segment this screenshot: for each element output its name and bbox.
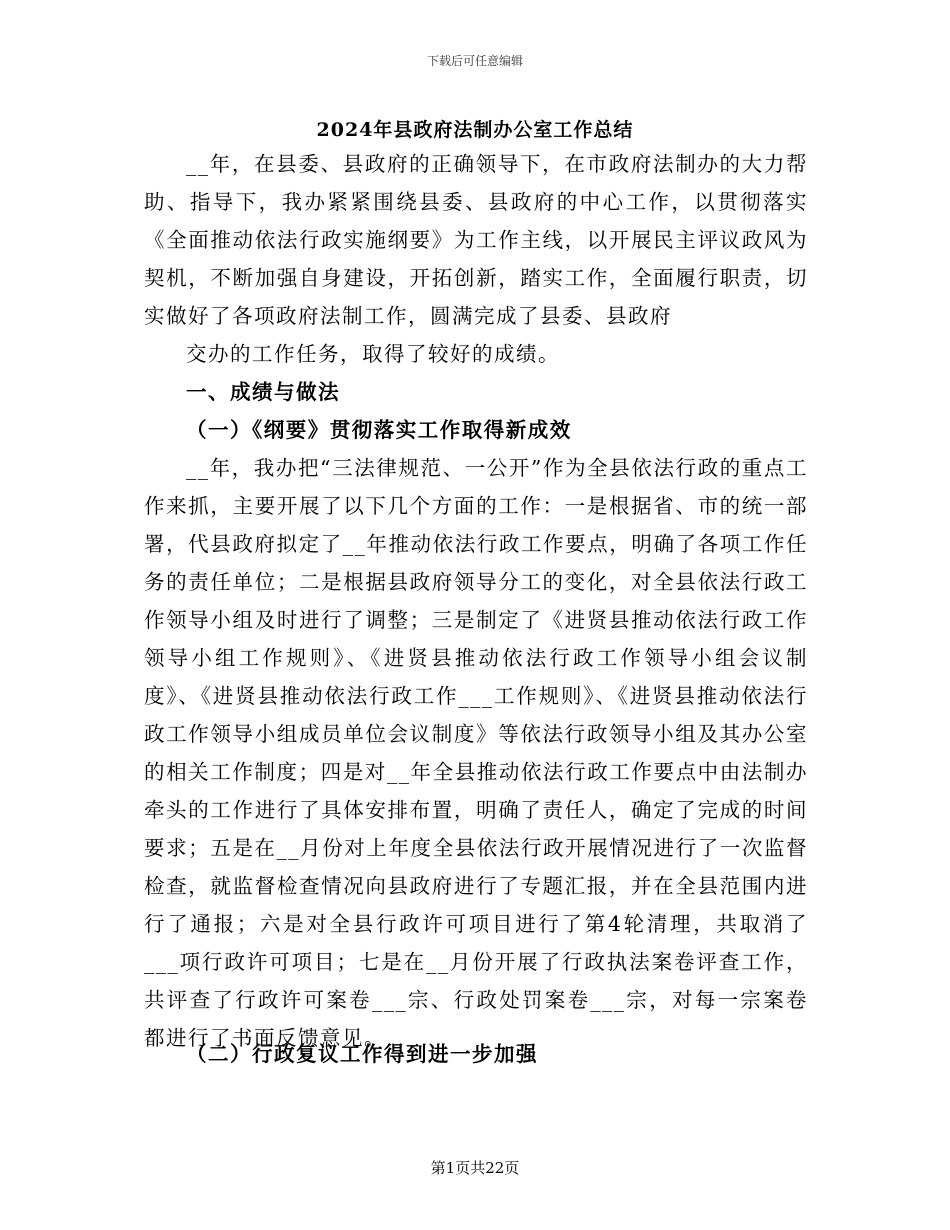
subsection-heading-1: （一）《纲要》贯彻落实工作取得新成效: [186, 418, 572, 442]
subsection-2-block: [144, 1035, 808, 1073]
section-heading-achievements: 一、成绩与做法: [186, 380, 340, 404]
page-footer: 第1页共22页: [430, 1159, 520, 1177]
subsection-1-paragraph: __年，我办把“三法律规范、一公开”作为全县依法行政的重点工作来抓，主要开展了以下几个方面的工作：一是根据省、市的统一部署，代县政府拟定了__年推动依法行政工作要点，明确了各项工作任务的责任单位；二是根据县政府领导分工的变化，对全县依法行政工作领导小组及时进行了调整；三是制定了《进贤县推动依法行政工作领导小组工作规则》、《进贤县推动依法行政工作领导小组会议制度》、《进贤县推动依法行政工作___工作规则》、《进贤县推动依法行政工作领导小组成员单位会议制度》等依法行政领导小组及其办公室的相关工作制度；四是对__年全县推动依法行政工作要点中由法制办牵头的工作进行了具体安排布置，明确了责任人，确定了完成的时间要求；五是在__月份对上年度全县依法行政开展情况进行了一次监督检查，就监督检查情况向县政府进行了专题汇报，并在全县范围内进行了通报；六是对全县行政许可项目进行了第4轮清理，共取消了___项行政许可项目；七是在__月份开展了行政执法案卷评查工作，共评查了行政许可案卷___宗、行政处罚案卷___宗，对每一宗案卷都进行了书面反馈意见。: [144, 456, 808, 1050]
intro-paragraph: __年，在县委、县政府的正确领导下，在市政府法制办的大力帮助、指导下，我办紧紧围绕县委、县政府的中心工作，以贯彻落实《全面推动依法行政实施纲要》为工作主线，以开展民主评议政风为契机，不断加强自身建设，开拓创新，踏实工作，全面履行职责，切实做好了各项政府法制工作，圆满完成了县委、县政府: [144, 152, 808, 328]
intro-paragraph-continued: 交办的工作任务，取得了较好的成绩。: [186, 342, 560, 366]
page-header: 下载后可任意编辑: [426, 54, 523, 68]
subsection-heading-2: （二）行政复议工作得到进一步加强: [186, 1042, 538, 1066]
document-title: 2024年县政府法制办公室工作总结: [316, 119, 634, 141]
intro-section: [144, 145, 808, 1057]
